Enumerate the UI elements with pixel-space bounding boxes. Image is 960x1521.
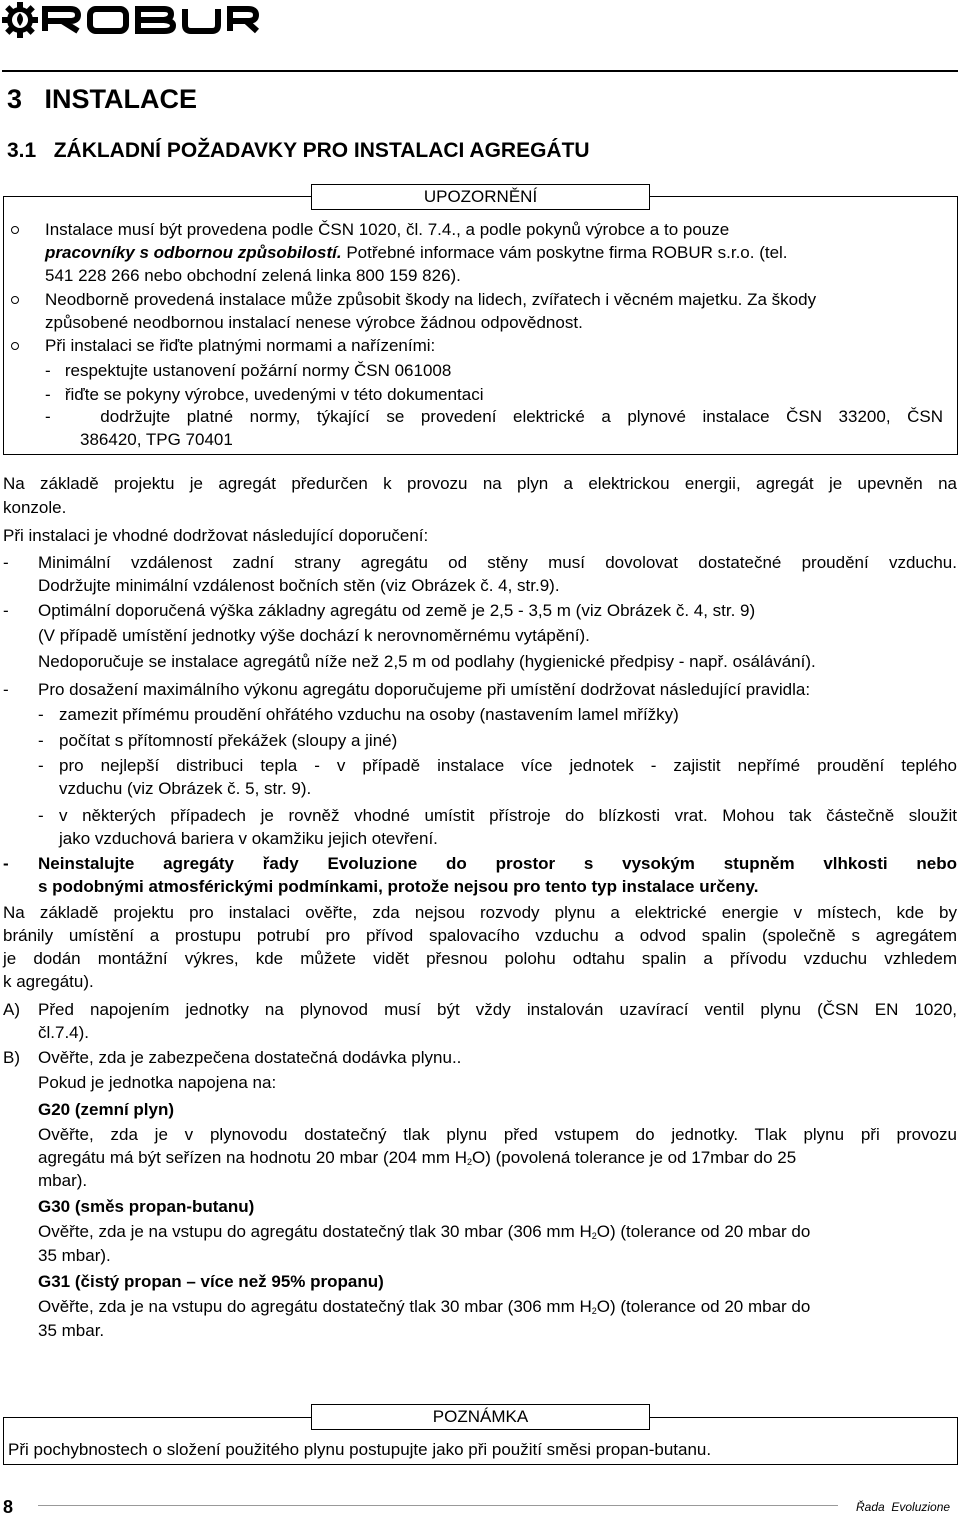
item-text: Ověřte, zda je zabezpečena dostatečná dodávka plynu.. bbox=[38, 1048, 462, 1067]
gas-heading: G20 (zemní plyn) bbox=[38, 1100, 175, 1119]
sublist-item: v některých případech je rovněž vhodné umístit přístroje do blízkosti vrat. Mohou tak částečně sloužit bbox=[59, 806, 957, 825]
warning-text: 386420, TPG 70401 bbox=[80, 430, 233, 449]
warning-text: - dodržujte platné normy, týkající se provedení elektrické a plynové instalace ČSN 33200, ČSN bbox=[45, 407, 943, 426]
gas-text bbox=[38, 1222, 810, 1242]
note-title: POZNÁMKA bbox=[432, 1407, 529, 1426]
note-text: Při pochybnostech o složení použitého plynu postupujte jako při použití směsi propan-butanu. bbox=[8, 1440, 712, 1459]
item-label: B) bbox=[3, 1048, 20, 1067]
warning-text: Instalace musí být provedena podle ČSN 1020, čl. 7.4., a podle pokynů výrobce a to pouze bbox=[45, 220, 730, 239]
warning-bullet bbox=[11, 226, 19, 234]
warning-text: - řiďte se pokyny výrobce, uvedenými v této dokumentaci bbox=[45, 385, 484, 404]
gas-text-part: O) (tolerance od 20 mbar do bbox=[596, 1222, 811, 1241]
list-dash: - bbox=[3, 680, 9, 699]
list-item: Minimální vzdálenost zadní strany agregátu od stěny musí dovolovat dostatečné proudění vzduchu. bbox=[38, 553, 957, 572]
paragraph: Při instalaci je vhodné dodržovat následující doporučení: bbox=[3, 526, 429, 545]
gas-text-part: O) (povolená tolerance je od 17mbar do 25 bbox=[472, 1148, 797, 1167]
gas-text: mbar). bbox=[38, 1171, 88, 1190]
header-rule bbox=[2, 70, 958, 72]
item-text: čl.7.4). bbox=[38, 1023, 90, 1042]
warning-title: UPOZORNĚNÍ bbox=[423, 187, 538, 206]
warning-text: způsobené neodbornou instalací nenese výrobce žádnou odpovědnost. bbox=[45, 313, 583, 332]
header bbox=[0, 0, 960, 40]
item-text: Před napojením jednotky na plynovod musí být vždy instalován uzavírací ventil plynu (ČSN EN 1020, bbox=[38, 1000, 957, 1019]
warning-emphasis: pracovníky s odbornou způsobilostí. bbox=[45, 243, 342, 262]
warning-bullet bbox=[11, 296, 19, 304]
warning-bullet bbox=[11, 342, 19, 350]
list-dash: - bbox=[3, 553, 9, 572]
item-label: A) bbox=[3, 1000, 20, 1019]
list-item: Optimální doporučená výška základny agregátu od země je 2,5 - 3,5 m (viz Obrázek č. 4, str. 9) bbox=[38, 601, 756, 620]
gas-heading: G31 (čistý propan – více než 95% propanu) bbox=[38, 1272, 384, 1291]
sublist-item: vzduchu (viz Obrázek č. 5, str. 9). bbox=[59, 779, 312, 798]
sublist-dash: - bbox=[38, 806, 44, 825]
gas-text-part: Ověřte, zda je na vstupu do agregátu dostatečný tlak 30 mbar (306 mm H bbox=[38, 1222, 592, 1241]
list-item: Nedoporučuje se instalace agregátů níže než 2,5 m od podlahy (hygienické předpisy - např. osálávání). bbox=[38, 652, 816, 671]
gear-flame-icon bbox=[2, 2, 38, 38]
list-item: Dodržujte minimální vzdálenost bočních stěn (viz Obrázek č. 4, str.9). bbox=[38, 576, 560, 595]
list-item: Pro dosažení maximálního výkonu agregátu doporučujeme při umístění dodržovat následující pravidla: bbox=[38, 680, 811, 699]
gas-text: Ověřte, zda je v plynovodu dostatečný tlak plynu před vstupem do jednotky. Tlak plynu při provozu bbox=[38, 1125, 957, 1144]
subscript: 2 bbox=[591, 1306, 597, 1316]
list-dash: - bbox=[3, 854, 9, 873]
sublist-item: jako vzduchová bariera v okamžiku jejich otevření. bbox=[59, 829, 438, 848]
robur-logo bbox=[40, 4, 260, 34]
list-item: (V případě umístění jednotky výše dochází k nerovnoměrnému vytápění). bbox=[38, 626, 590, 645]
series-name: Řada Evoluzione bbox=[856, 1500, 951, 1514]
paragraph: Na základě projektu je agregát předurčen k provozu na plyn a elektrickou energii, agregát je upevněn na bbox=[3, 474, 957, 493]
subscript: 2 bbox=[591, 1231, 597, 1241]
paragraph: k agregátu). bbox=[3, 972, 94, 991]
item-text: Pokud je jednotka napojena na: bbox=[38, 1073, 277, 1092]
gas-heading: G30 (směs propan-butanu) bbox=[38, 1197, 255, 1216]
gas-text-part: agregátu má být seřízen na hodnotu 20 mbar (204 mm H bbox=[38, 1148, 468, 1167]
gas-text-part: O) (tolerance od 20 mbar do bbox=[596, 1297, 811, 1316]
paragraph: konzole. bbox=[3, 498, 67, 517]
sublist-dash: - bbox=[38, 756, 44, 775]
warning-text: Při instalaci se řiďte platnými normami a nařízeními: bbox=[45, 336, 436, 355]
paragraph: je dodán montážní výkres, kde můžete vidět přesnou polohu odtahu spalin a přívodu vzduchu vzhledem bbox=[3, 949, 957, 968]
sublist-item: počítat s přítomností překážek (sloupy a jiné) bbox=[59, 731, 398, 750]
footer-rule bbox=[38, 1505, 838, 1506]
list-item-bold: Neinstalujte agregáty řady Evoluzione do prostor s vysokým stupněm vlhkosti nebo bbox=[38, 854, 957, 873]
gas-text-part: Ověřte, zda je na vstupu do agregátu dostatečný tlak 30 mbar (306 mm H bbox=[38, 1297, 592, 1316]
gas-text: 35 mbar). bbox=[38, 1246, 111, 1265]
warning-text-tail: Potřebné informace vám poskytne firma ROBUR s.r.o. (tel. bbox=[341, 243, 788, 262]
subscript: 2 bbox=[467, 1157, 473, 1167]
paragraph: bránily umístění a prostupu potrubí pro přívod spalovacího vzduchu a odvod spalin (společně s agregátem bbox=[3, 926, 957, 945]
warning-text: Neodborně provedená instalace může způsobit škody na lidech, zvířatech i věcném majetku. Za škody bbox=[45, 290, 817, 309]
subsection-title: 3.1 ZÁKLADNÍ POŽADAVKY PRO INSTALACI AGREGÁTU bbox=[7, 139, 590, 162]
gas-text bbox=[38, 1148, 796, 1168]
sublist-item: pro nejlepší distribuci tepla - v případě instalace více jednotek - zajistit nepřímé proudění teplého bbox=[59, 756, 957, 775]
warning-text: 541 228 266 nebo obchodní zelená linka 800 159 826). bbox=[45, 266, 461, 285]
warning-text bbox=[45, 243, 788, 263]
list-item-bold: s podobnými atmosférickými podmínkami, protože nejsou pro tento typ instalace určeny. bbox=[38, 877, 759, 896]
sublist-dash: - bbox=[38, 731, 44, 750]
paragraph: Na základě projektu pro instalaci ověřte, zda nejsou rozvody plynu a elektrické energie v místech, kde by bbox=[3, 903, 957, 922]
warning-text: - respektujte ustanovení požární normy ČSN 061008 bbox=[45, 361, 452, 380]
gas-text: 35 mbar. bbox=[38, 1321, 105, 1340]
page-number: 8 bbox=[3, 1497, 14, 1517]
list-dash: - bbox=[3, 601, 9, 620]
chapter-title: 3 INSTALACE bbox=[7, 84, 198, 114]
sublist-item: zamezit přímému proudění ohřátého vzduchu na osoby (nastavením lamel mřížky) bbox=[59, 705, 679, 724]
sublist-dash: - bbox=[38, 705, 44, 724]
gas-text bbox=[38, 1297, 810, 1317]
